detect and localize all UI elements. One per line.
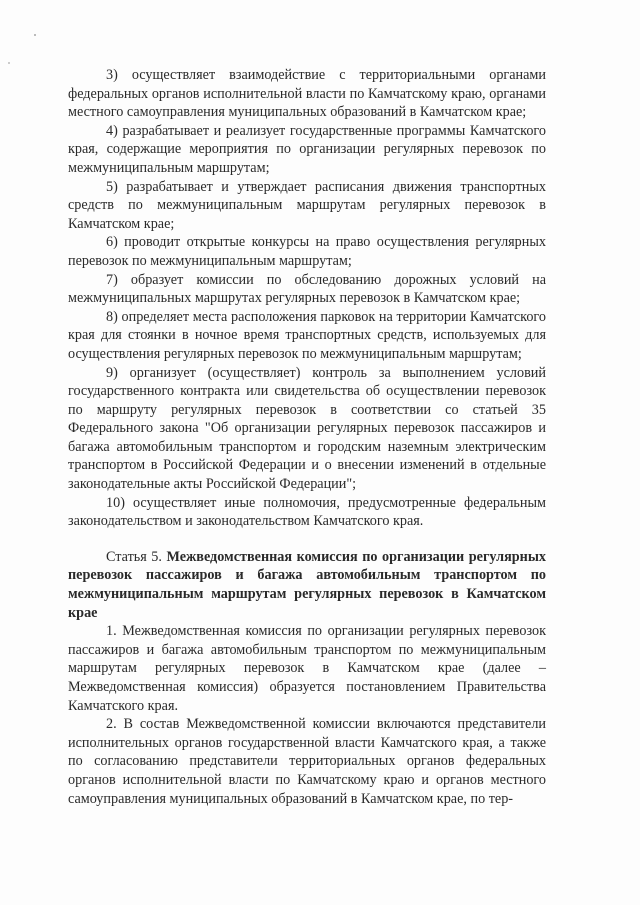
article-item-2: 2. В состав Межведомственной комиссии включаются представители исполнительных органов государственной власти Камчатского края, а также по согласованию представители территориальных органов федеральных органов исполнительной власти по Камчатскому краю и органов местного самоуправления муниципальных образований в Камчатском крае, по тер- bbox=[68, 716, 546, 807]
document-body bbox=[68, 66, 546, 808]
article-item-1: 1. Межведомственная комиссия по организации регулярных перевозок пассажиров и багажа автомобильным транспортом по межмуниципальным маршрутам регулярных перевозок в Камчатском крае (далее – Межведомственная комиссия) образуется постановлением Правительства Камчатского края. bbox=[68, 623, 546, 714]
scan-artifact bbox=[8, 62, 10, 64]
list-item-7: 7) образует комиссии по обследованию дорожных условий на межмуниципальных маршрутах регулярных перевозок в Камчатском крае; bbox=[68, 271, 546, 307]
list-item-5: 5) разрабатывает и утверждает расписания движения транспортных средств по межмуниципальным маршрутам регулярных перевозок в Камчатском крае; bbox=[68, 178, 546, 232]
scan-artifact bbox=[34, 34, 36, 36]
article-label: Статья 5. bbox=[106, 548, 162, 565]
list-item-10: 10) осуществляет иные полномочия, предусмотренные федеральным законодательством и законодательством Камчатского края. bbox=[68, 494, 546, 530]
list-item-4: 4) разрабатывает и реализует государственные программы Камчатского края, содержащие мероприятия по организации регулярных перевозок по межмуниципальным маршрутам; bbox=[68, 122, 546, 176]
list-item-8: 8) определяет места расположения парковок на территории Камчатского края для стоянки в ночное время транспортных средств, используемых для осуществления регулярных перевозок по межмуниципальным маршрутам; bbox=[68, 308, 546, 362]
article-title: Межведомственная комиссия по организации регулярных перевозок пассажиров и багажа автомобильным транспортом по межмуниципальным маршрутам регулярных перевозок в Камчатском крае bbox=[68, 548, 547, 621]
list-item-6: 6) проводит открытые конкурсы на право осуществления регулярных перевозок по межмуниципальным маршрутам; bbox=[68, 234, 546, 269]
list-item-9: 9) организует (осуществляет) контроль за выполнением условий государственного контракта или свидетельства об осуществлении перевозок по маршруту регулярных перевозок в соответствии со статьей 35 Федерального закона "Об организации регулярных перевозок пассажиров и багажа автомобильным транспортом и городским наземным электрическим транспортом в Российской Федерации и о внесении изменений в отдельные законодательные акты Российской Федерации"; bbox=[68, 364, 546, 493]
article-heading bbox=[68, 548, 546, 622]
list-item-3: 3) осуществляет взаимодействие с территориальными органами федеральных органов исполнительной власти по Камчатскому краю, органами местного самоуправления муниципальных образований в Камчатском крае; bbox=[68, 67, 546, 121]
